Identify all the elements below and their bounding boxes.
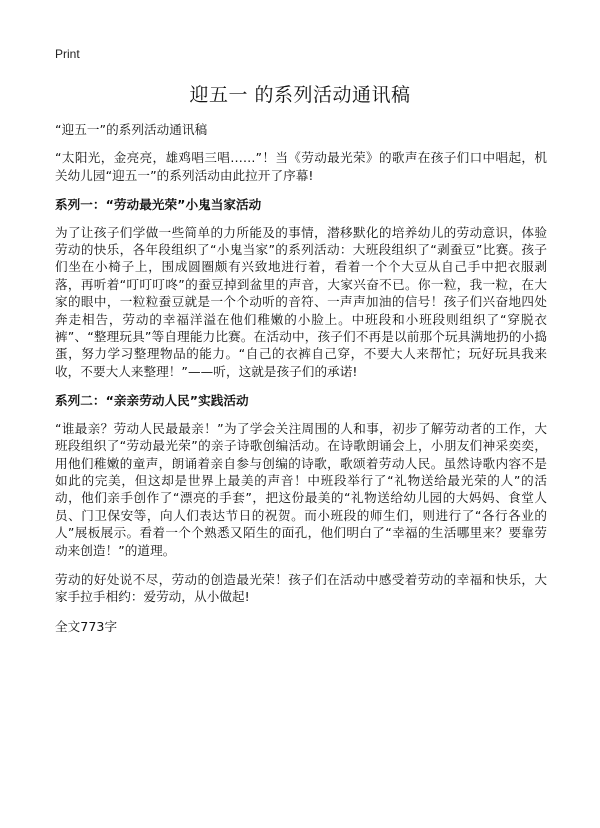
section1-heading: 系列一：“劳动最光荣”小鬼当家活动 bbox=[55, 197, 262, 213]
section2-paragraph: “谁最亲？劳动人民最最亲！”为了学会关注周围的人和事，初步了解劳动者的工作，大班段组织了“劳动最光荣”的亲子诗歌创编活动。在诗歌朗诵会上，小朋友们神采奕奕，用他们稚嫩的童声，朗诵着亲自参与创编的诗歌，歌颂着劳动人民。虽然诗歌内容不是如此的完美，但这却是世界上最美的声音！中班段举行了“礼物送给最光荣的人”的活动，他们亲手创作了“漂亮的手套”，把这份最美的“礼物送给幼儿园的大妈妈、食堂人员、门卫保安等，向人们表达节日的祝贺。而小班段的师生们，则进行了“各行各业的人”展板展示。看着一个个熟悉又陌生的面孔，他们明白了“幸福的生活哪里来？要靠劳动来创造！”的道理。 bbox=[55, 420, 547, 558]
section2-heading: 系列二：“亲亲劳动人民”实践活动 bbox=[55, 393, 249, 409]
article-body bbox=[55, 121, 547, 635]
print-link[interactable]: Print bbox=[55, 47, 80, 61]
article-subtitle: “迎五一”的系列活动通讯稿 bbox=[55, 122, 208, 137]
intro-paragraph: “太阳光，金亮亮，雄鸡唱三唱……”！当《劳动最光荣》的歌声在孩子们口中唱起，机关幼儿园“迎五一”的系列活动由此拉开了序幕! bbox=[55, 150, 547, 183]
word-count: 全文773字 bbox=[55, 618, 118, 634]
section1-paragraph: 为了让孩子们学做一些简单的力所能及的事情，潜移默化的培养幼儿的劳动意识，体验劳动的快乐，各年段组织了“小鬼当家”的系列活动：大班段组织了“剥蚕豆”比赛。孩子们坐在小椅子上，围成圆圈颇有兴致地进行着，看着一个个大豆从自己手中把衣服剥落，再听着“叮叮叮咚”的蚕豆掉到盆里的声音，大家兴奋不已。你一粒，我一粒，在大家的眼中，一粒粒蚕豆就是一个个动听的音符、一声声加油的信号！孩子们兴奋地四处奔走相告，劳动的幸福洋溢在他们稚嫩的小脸上。中班段和小班段则组织了“穿脱衣裤”、“整理玩具”等自理能力比赛。在活动中，孩子们不再是以前那个玩具满地扔的小捣蛋，努力学习整理物品的能力。“自己的衣裤自己穿，不要大人来帮忙；玩好玩具我来收，不要大人来整理！”——听，这就是孩子们的承诺! bbox=[55, 224, 547, 379]
document-title: 迎五一 的系列活动通讯稿 bbox=[189, 84, 411, 106]
closing-paragraph: 劳动的好处说不尽，劳动的创造最光荣！孩子们在活动中感受着劳动的幸福和快乐，大家手拉手相约：爱劳动，从小做起! bbox=[55, 571, 547, 605]
